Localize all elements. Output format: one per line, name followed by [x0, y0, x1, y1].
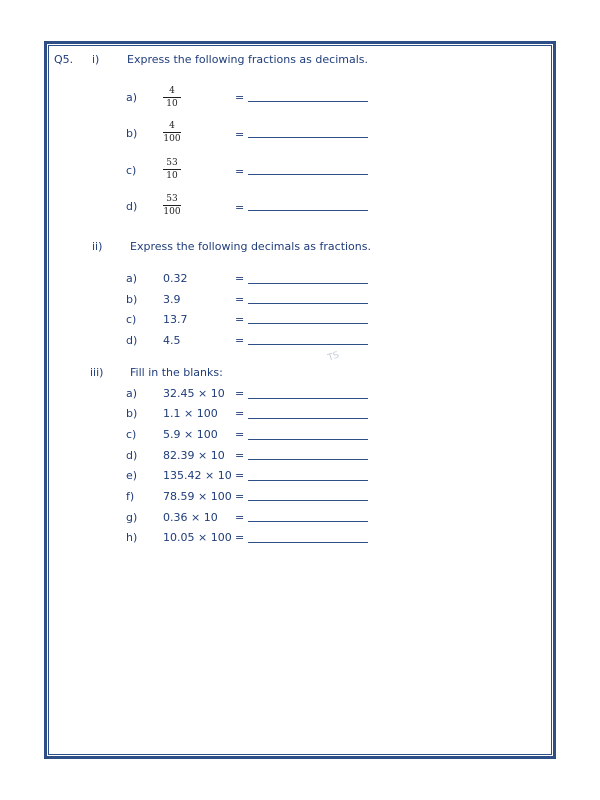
section-1-label: i) [92, 53, 100, 66]
s1-item-c-fraction [163, 158, 181, 181]
equals-sign: = [235, 428, 245, 441]
equals-sign: = [235, 201, 245, 214]
s1-item-c-answer-blank[interactable] [248, 174, 368, 175]
s2-item-a-value: 0.32 [163, 272, 188, 285]
worksheet-inner-border [48, 45, 552, 755]
equals-sign: = [235, 334, 245, 347]
equals-sign: = [235, 449, 245, 462]
s1-item-a-fraction [163, 86, 181, 109]
s2-item-d-answer-blank[interactable] [248, 344, 368, 345]
s1-item-b-answer-blank[interactable] [248, 137, 368, 138]
s1-item-a-letter: a) [126, 91, 138, 104]
s2-item-c-letter: c) [126, 313, 137, 326]
s3-item-b-expression: 1.1 × 100 [163, 407, 218, 420]
s3-item-c-answer-blank[interactable] [248, 439, 368, 440]
s2-item-c-answer-blank[interactable] [248, 323, 368, 324]
equals-sign: = [235, 531, 245, 544]
s3-item-h-answer-blank[interactable] [248, 542, 368, 543]
s3-item-d-expression: 82.39 × 10 [163, 449, 225, 462]
s1-item-d-answer-blank[interactable] [248, 210, 368, 211]
s1-item-c-letter: c) [126, 164, 137, 177]
s1-item-d-fraction [163, 194, 181, 217]
s3-item-e-expression: 135.42 × 10 [163, 469, 232, 482]
section-2-instruction: Express the following decimals as fractions. [130, 240, 371, 253]
s1-item-b-numerator: 4 [169, 121, 175, 131]
s1-item-b-denominator: 100 [163, 134, 181, 144]
fraction-bar [163, 169, 181, 170]
s2-item-d-letter: d) [126, 334, 138, 347]
s2-item-c-value: 13.7 [163, 313, 188, 326]
s3-item-d-letter: d) [126, 449, 138, 462]
s2-item-a-answer-blank[interactable] [248, 283, 368, 284]
question-number: Q5. [54, 53, 74, 66]
s3-item-h-letter: h) [126, 531, 138, 544]
fraction-bar [163, 97, 181, 98]
section-3-instruction: Fill in the blanks: [130, 366, 223, 379]
equals-sign: = [235, 313, 245, 326]
equals-sign: = [235, 272, 245, 285]
s3-item-g-letter: g) [126, 511, 138, 524]
watermark-mark: TS [326, 350, 341, 364]
s1-item-a-denominator: 10 [166, 99, 178, 109]
equals-sign: = [235, 387, 245, 400]
s1-item-d-letter: d) [126, 200, 138, 213]
s2-item-a-letter: a) [126, 272, 138, 285]
s3-item-a-letter: a) [126, 387, 138, 400]
s3-item-a-expression: 32.45 × 10 [163, 387, 225, 400]
equals-sign: = [235, 91, 245, 104]
s3-item-f-expression: 78.59 × 100 [163, 490, 232, 503]
s3-item-c-letter: c) [126, 428, 137, 441]
fraction-bar [163, 132, 181, 133]
equals-sign: = [235, 511, 245, 524]
equals-sign: = [235, 407, 245, 420]
s1-item-a-numerator: 4 [169, 86, 175, 96]
s1-item-c-denominator: 10 [166, 171, 178, 181]
s3-item-d-answer-blank[interactable] [248, 459, 368, 460]
s1-item-c-numerator: 53 [166, 158, 178, 168]
s3-item-e-letter: e) [126, 469, 138, 482]
section-2-label: ii) [92, 240, 103, 253]
s3-item-f-answer-blank[interactable] [248, 500, 368, 501]
equals-sign: = [235, 128, 245, 141]
equals-sign: = [235, 293, 245, 306]
s3-item-e-answer-blank[interactable] [248, 480, 368, 481]
s1-item-d-denominator: 100 [163, 207, 181, 217]
s1-item-a-answer-blank[interactable] [248, 101, 368, 102]
s1-item-b-letter: b) [126, 127, 138, 140]
section-1-instruction: Express the following fractions as decimals. [127, 53, 368, 66]
equals-sign: = [235, 469, 245, 482]
s1-item-b-fraction [163, 121, 181, 144]
s3-item-g-expression: 0.36 × 10 [163, 511, 218, 524]
s1-item-d-numerator: 53 [166, 194, 178, 204]
s3-item-b-letter: b) [126, 407, 138, 420]
s3-item-c-expression: 5.9 × 100 [163, 428, 218, 441]
equals-sign: = [235, 165, 245, 178]
s3-item-b-answer-blank[interactable] [248, 418, 368, 419]
s2-item-b-answer-blank[interactable] [248, 303, 368, 304]
s2-item-b-value: 3.9 [163, 293, 181, 306]
s2-item-b-letter: b) [126, 293, 138, 306]
fraction-bar [163, 205, 181, 206]
s3-item-h-expression: 10.05 × 100 [163, 531, 232, 544]
equals-sign: = [235, 490, 245, 503]
s3-item-g-answer-blank[interactable] [248, 521, 368, 522]
s3-item-f-letter: f) [126, 490, 135, 503]
s2-item-d-value: 4.5 [163, 334, 181, 347]
s3-item-a-answer-blank[interactable] [248, 398, 368, 399]
section-3-label: iii) [90, 366, 104, 379]
